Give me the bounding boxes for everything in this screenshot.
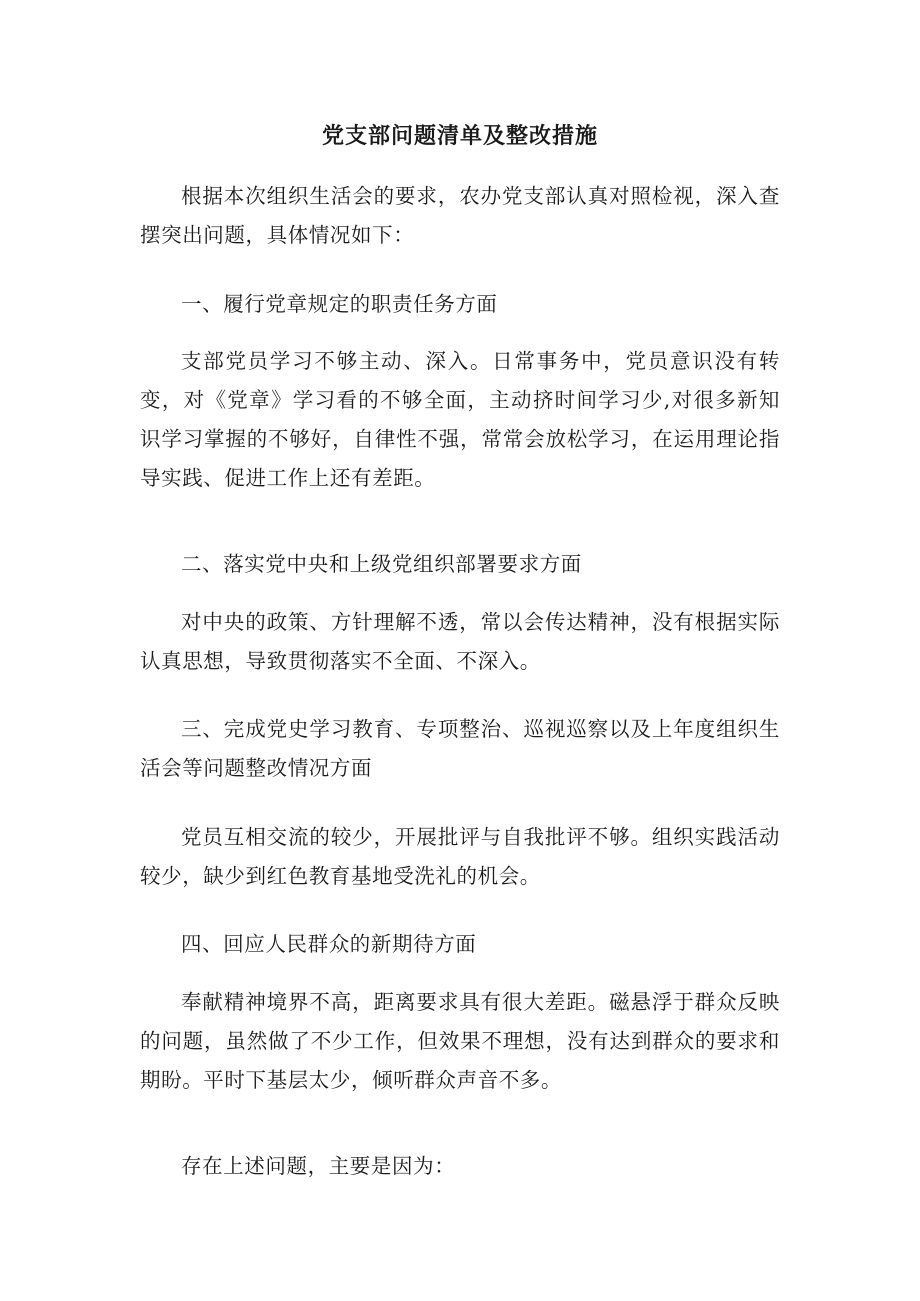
section-body-3: 党员互相交流的较少，开展批评与自我批评不够。组织实践活动较少，缺少到红色教育基地受洗礼的机会。 (140, 825, 780, 888)
section-heading-4: 四、回应人民群众的新期待方面 (181, 932, 477, 956)
intro-paragraph: 根据本次组织生活会的要求，农办党支部认真对照检视，深入查摆突出问题，具体情况如下： (140, 184, 780, 247)
section-heading-1: 一、履行党章规定的职责任务方面 (181, 292, 498, 316)
section-body-2: 对中央的政策、方针理解不透，常以会传达精神，没有根据实际认真思想，导致贯彻落实不全面、不深入。 (140, 610, 780, 673)
document-title: 党支部问题清单及整改措施 (321, 124, 598, 149)
section-heading-3: 三、完成党史学习教育、专项整治、巡视巡察以及上年度组织生活会等问题整改情况方面 (140, 717, 780, 780)
section-body-4: 奉献精神境界不高，距离要求具有很大差距。磁悬浮于群众反映的问题，虽然做了不少工作，但效果不理想，没有达到群众的要求和期盼。平时下基层太少，倾听群众声音不多。 (140, 990, 780, 1092)
section-heading-2: 二、落实党中央和上级党组织部署要求方面 (181, 552, 582, 576)
section-body-1: 支部党员学习不够主动、深入。日常事务中，党员意识没有转变，对《党章》学习看的不够全面，主动挤时间学习少,对很多新知识学习掌握的不够好，自律性不强，常常会放松学习，在运用理论指导实践、促进工作上还有差距。 (140, 349, 780, 490)
conclusion-lead-paragraph: 存在上述问题，主要是因为： (181, 1154, 456, 1178)
